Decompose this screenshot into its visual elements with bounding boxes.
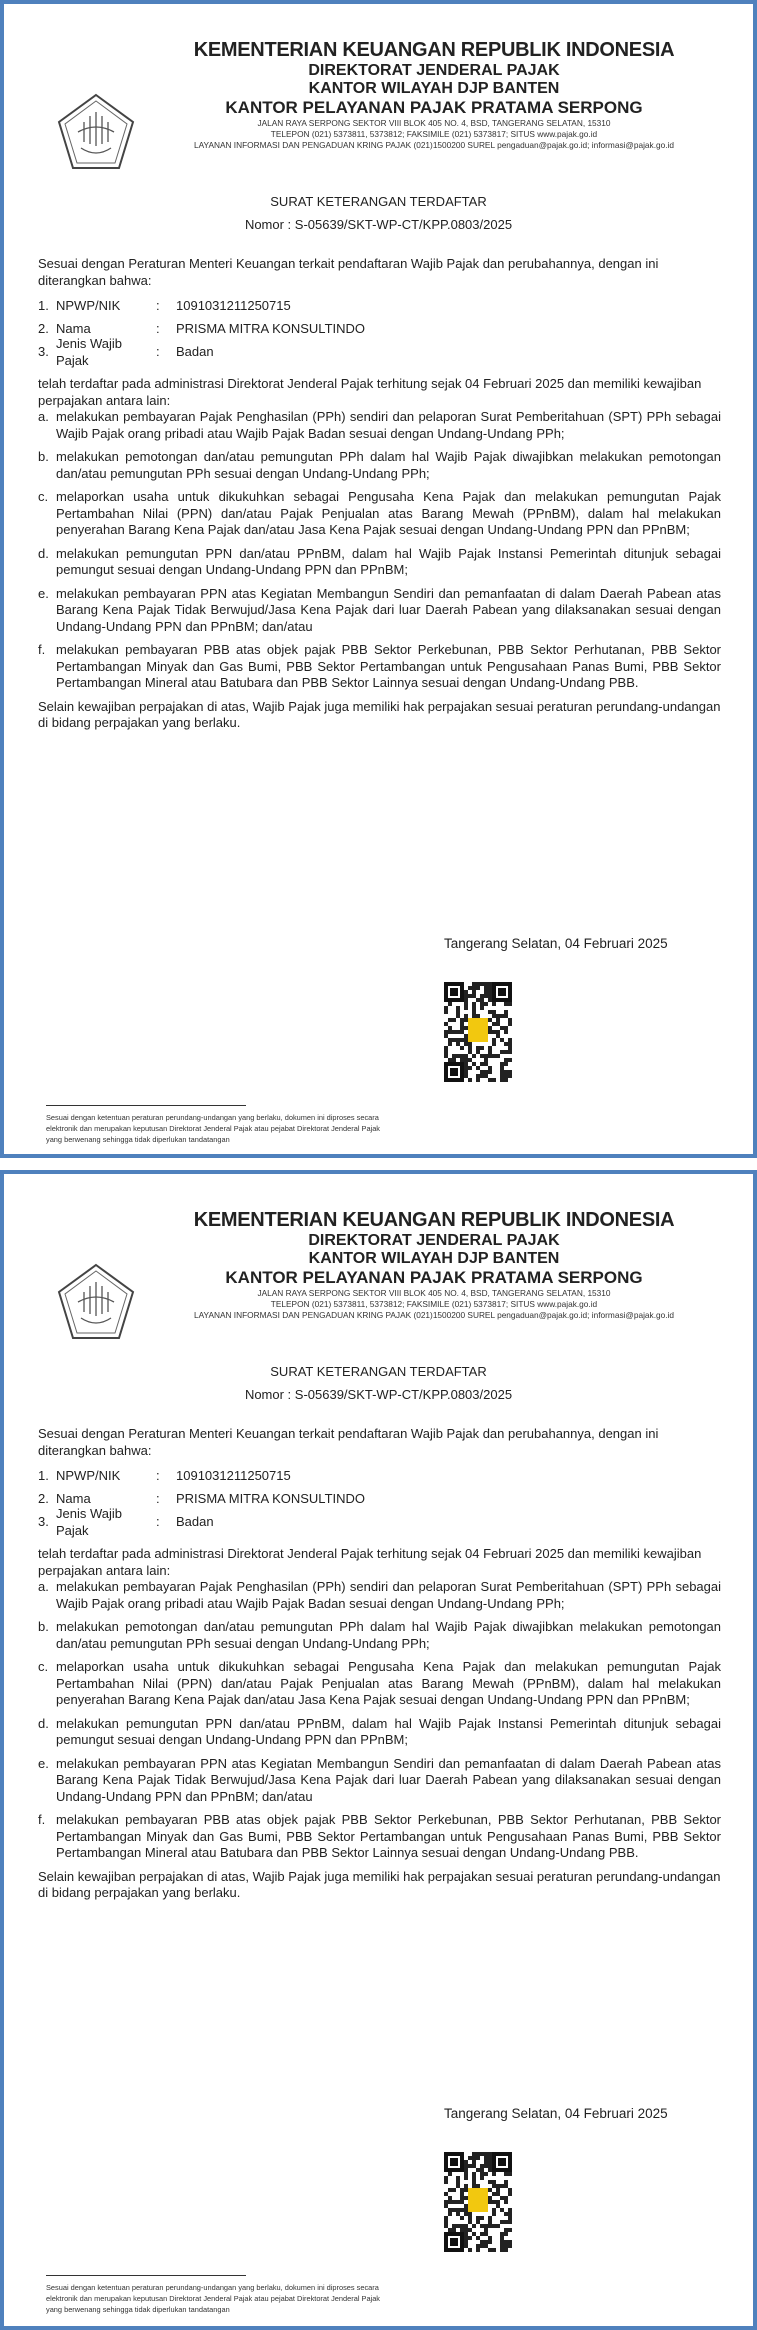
item-marker: c. — [38, 489, 49, 504]
item-text: melaporkan usaha untuk dikukuhkan sebagai Pengusaha Kena Pajak dan melakukan pemungutan Pajak Pertambahan Nilai (PPN) dan/atau Pajak Penjualan atas Barang Mewah (PPnBM), dalam hal melakukan penyerahan Barang Kena Pajak dan/atau Jasa Kena Pajak sesuai dengan Undang-Undang PPN dan PPnBM; — [56, 489, 721, 537]
obligation-item — [38, 1659, 721, 1709]
footnote: Sesuai dengan ketentuan peraturan perundang-undangan yang berlaku, dokumen ini diproses secara elektronik dan merupakan keputusan Direktorat Jenderal Pajak atau pejabat Direktorat Jenderal Pajak yang berwenang sehingga tidak diperlukan tandatangan — [46, 1113, 381, 1144]
letterhead — [144, 38, 724, 151]
item-marker: f. — [38, 1812, 46, 1827]
office-phone: TELEPON (021) 5373811, 5373812; FAKSIMILE (021) 5373817; SITUS www.pajak.go.id — [270, 1299, 598, 1309]
field-value: PRISMA MITRA KONSULTINDO — [176, 1491, 366, 1507]
field-colon: : — [156, 344, 160, 360]
field-label: Nama — [56, 321, 91, 337]
qr-code-icon — [444, 982, 512, 1082]
item-text: melaporkan usaha untuk dikukuhkan sebagai Pengusaha Kena Pajak dan melakukan pemungutan Pajak Pertambahan Nilai (PPN) dan/atau Pajak Penjualan atas Barang Mewah (PPnBM), dalam hal melakukan penyerahan Barang Kena Pajak dan/atau Jasa Kena Pajak sesuai dengan Undang-Undang PPN dan PPnBM; — [56, 1659, 721, 1707]
field-label: NPWP/NIK — [56, 298, 121, 314]
document-page — [0, 0, 757, 1158]
field-row — [38, 336, 721, 368]
item-marker: b. — [38, 449, 49, 464]
ministry-name: KEMENTERIAN KEUANGAN REPUBLIK INDONESIA — [193, 1209, 675, 1231]
item-marker: e. — [38, 585, 49, 601]
item-text: melakukan pembayaran Pajak Penghasilan (PPh) sendiri dan pelaporan Surat Pemberitahuan (SPT) PPh sebagai Wajib Pajak orang pribadi atau Wajib Pajak Badan sesuai dengan Undang-Undang PPh; — [56, 1579, 721, 1611]
letter-number: Nomor : S-05639/SKT-WP-CT/KPP.0803/2025 — [244, 1387, 513, 1402]
obligation-item — [38, 449, 721, 482]
field-label: NPWP/NIK — [56, 1468, 121, 1484]
letter-body — [38, 256, 721, 732]
obligations-list — [38, 1579, 721, 1862]
obligation-item — [38, 489, 721, 539]
item-marker: c. — [38, 1659, 49, 1674]
field-colon: : — [156, 321, 160, 337]
item-text: melakukan pemungutan PPN dan/atau PPnBM, dalam hal Wajib Pajak Instansi Pemerintah ditunjuk sebagai pemungut sesuai dengan Undang-Undang PPN dan PPnBM; — [56, 1715, 721, 1747]
field-no: 2. — [38, 321, 49, 337]
regional-office-name: KANTOR WILAYAH DJP BANTEN — [308, 80, 560, 97]
item-marker: f. — [38, 642, 46, 657]
obligation-item — [38, 1716, 721, 1749]
field-colon: : — [156, 1468, 160, 1484]
document-page — [0, 1170, 757, 2330]
field-row — [38, 1506, 721, 1538]
taxpayer-fields — [38, 1465, 721, 1538]
ministry-logo-icon — [56, 1262, 136, 1342]
registered-text: telah terdaftar pada administrasi Direktorat Jenderal Pajak terhitung sejak 04 Februari 2025 dan memiliki kewajiban perpajakan antara lain: — [38, 1546, 702, 1578]
closing-text: Selain kewajiban perpajakan di atas, Wajib Pajak juga memiliki hak perpajakan sesuai peraturan perundang-undangan di bidang perpajakan yang berlaku. — [38, 1868, 721, 1900]
item-text: melakukan pemungutan PPN dan/atau PPnBM, dalam hal Wajib Pajak Instansi Pemerintah ditunjuk sebagai pemungut sesuai dengan Undang-Undang PPN dan PPnBM; — [56, 545, 721, 577]
letterhead — [144, 1208, 724, 1321]
ministry-logo-icon — [56, 92, 136, 172]
obligations-list — [38, 409, 721, 692]
field-colon: : — [156, 1514, 160, 1530]
field-value: PRISMA MITRA KONSULTINDO — [176, 321, 366, 337]
registered-text: telah terdaftar pada administrasi Direktorat Jenderal Pajak terhitung sejak 04 Februari 2025 dan memiliki kewajiban perpajakan antara lain: — [38, 376, 702, 408]
qr-code-icon — [444, 2152, 512, 2252]
obligation-item — [38, 546, 721, 579]
field-no: 2. — [38, 1491, 49, 1507]
field-label: Jenis Wajib Pajak — [56, 336, 122, 368]
footnote-divider — [46, 1105, 246, 1106]
item-text: melakukan pembayaran PPN atas Kegiatan Membangun Sendiri dan pemanfaatan di dalam Daerah Pabean atas Barang Kena Pajak Tidak Berwujud/Jasa Kena Pajak dari luar Daerah Pabean yang dilaksanakan sesuai dengan Undang-Undang PPN dan PPnBM; dan/atau — [56, 1755, 721, 1804]
item-marker: d. — [38, 545, 49, 561]
field-no: 1. — [38, 298, 49, 314]
field-value: Badan — [176, 344, 214, 360]
office-address: JALAN RAYA SERPONG SEKTOR VIII BLOK 405 NO. 4, BSD, TANGERANG SELATAN, 15310 — [257, 118, 611, 128]
intro-text: Sesuai dengan Peraturan Menteri Keuangan terkait pendaftaran Wajib Pajak dan perubahannya, dengan ini diterangkan bahwa: — [38, 256, 659, 288]
footnote: Sesuai dengan ketentuan peraturan perundang-undangan yang berlaku, dokumen ini diproses secara elektronik dan merupakan keputusan Direktorat Jenderal Pajak atau pejabat Direktorat Jenderal Pajak yang berwenang sehingga tidak diperlukan tandatangan — [46, 2283, 381, 2314]
item-marker: a. — [38, 1579, 49, 1594]
taxpayer-fields — [38, 295, 721, 368]
footnote-divider — [46, 2275, 246, 2276]
field-row — [38, 1465, 721, 1488]
regional-office-name: KANTOR WILAYAH DJP BANTEN — [308, 1250, 560, 1267]
field-label: Nama — [56, 1491, 91, 1507]
item-marker: e. — [38, 1755, 49, 1771]
field-no: 3. — [38, 344, 49, 360]
item-text: melakukan pembayaran PBB atas objek pajak PBB Sektor Perkebunan, PBB Sektor Perhutanan, PBB Sektor Pertambangan Minyak dan Gas Bumi, PBB Sektor Pertambangan untuk Pengusahaan Panas Bumi, PBB Sektor Pertambangan Mineral atau Batubara dan PBB Sektor Lainnya sesuai dengan Undang-Undang PBB. — [56, 1812, 721, 1860]
intro-text: Sesuai dengan Peraturan Menteri Keuangan terkait pendaftaran Wajib Pajak dan perubahannya, dengan ini diterangkan bahwa: — [38, 1426, 659, 1458]
obligation-item — [38, 642, 721, 692]
item-text: melakukan pemotongan dan/atau pemungutan PPh dalam hal Wajib Pajak diwajibkan melakukan pemotongan dan/atau pemungutan PPh sesuai dengan Undang-Undang PPh; — [56, 1619, 721, 1651]
item-marker: d. — [38, 1715, 49, 1731]
obligation-item — [38, 1619, 721, 1652]
place-date: Tangerang Selatan, 04 Februari 2025 — [444, 2106, 668, 2121]
place-date: Tangerang Selatan, 04 Februari 2025 — [444, 936, 668, 951]
office-name: KANTOR PELAYANAN PAJAK PRATAMA SERPONG — [225, 1268, 643, 1287]
letter-heading — [4, 190, 753, 236]
obligation-item — [38, 586, 721, 636]
field-value: Badan — [176, 1514, 214, 1530]
directorate-name: DIREKTORAT JENDERAL PAJAK — [308, 1232, 560, 1249]
field-value: 1091031211250715 — [176, 1468, 291, 1484]
obligation-item — [38, 1812, 721, 1862]
office-service: LAYANAN INFORMASI DAN PENGADUAN KRING PAJAK (021)1500200 SUREL pengaduan@pajak.go.id; informasi@pajak.go.id — [194, 1310, 674, 1320]
letter-title: SURAT KETERANGAN TERDAFTAR — [270, 194, 487, 209]
office-service: LAYANAN INFORMASI DAN PENGADUAN KRING PAJAK (021)1500200 SUREL pengaduan@pajak.go.id; informasi@pajak.go.id — [194, 140, 674, 150]
closing-text: Selain kewajiban perpajakan di atas, Wajib Pajak juga memiliki hak perpajakan sesuai peraturan perundang-undangan di bidang perpajakan yang berlaku. — [38, 698, 721, 730]
field-colon: : — [156, 298, 160, 314]
letter-title: SURAT KETERANGAN TERDAFTAR — [270, 1364, 487, 1379]
item-marker: b. — [38, 1619, 49, 1634]
item-marker: a. — [38, 409, 49, 424]
obligation-item — [38, 409, 721, 442]
office-phone: TELEPON (021) 5373811, 5373812; FAKSIMILE (021) 5373817; SITUS www.pajak.go.id — [270, 129, 598, 139]
field-row — [38, 295, 721, 318]
field-colon: : — [156, 1491, 160, 1507]
field-no: 1. — [38, 1468, 49, 1484]
obligation-item — [38, 1756, 721, 1806]
field-value: 1091031211250715 — [176, 298, 291, 314]
obligation-item — [38, 1579, 721, 1612]
office-address: JALAN RAYA SERPONG SEKTOR VIII BLOK 405 NO. 4, BSD, TANGERANG SELATAN, 15310 — [257, 1288, 611, 1298]
letter-number: Nomor : S-05639/SKT-WP-CT/KPP.0803/2025 — [244, 217, 513, 232]
item-text: melakukan pembayaran PPN atas Kegiatan Membangun Sendiri dan pemanfaatan di dalam Daerah Pabean atas Barang Kena Pajak Tidak Berwujud/Jasa Kena Pajak dari luar Daerah Pabean yang dilaksanakan sesuai dengan Undang-Undang PPN dan PPnBM; dan/atau — [56, 585, 721, 634]
field-label: Jenis Wajib Pajak — [56, 1506, 122, 1538]
office-name: KANTOR PELAYANAN PAJAK PRATAMA SERPONG — [225, 98, 643, 117]
item-text: melakukan pemotongan dan/atau pemungutan PPh dalam hal Wajib Pajak diwajibkan melakukan pemotongan dan/atau pemungutan PPh sesuai dengan Undang-Undang PPh; — [56, 449, 721, 481]
field-no: 3. — [38, 1514, 49, 1530]
letter-body — [38, 1426, 721, 1902]
item-text: melakukan pembayaran PBB atas objek pajak PBB Sektor Perkebunan, PBB Sektor Perhutanan, PBB Sektor Pertambangan Minyak dan Gas Bumi, PBB Sektor Pertambangan untuk Pengusahaan Panas Bumi, PBB Sektor Pertambangan Mineral atau Batubara dan PBB Sektor Lainnya sesuai dengan Undang-Undang PBB. — [56, 642, 721, 690]
directorate-name: DIREKTORAT JENDERAL PAJAK — [308, 62, 560, 79]
item-text: melakukan pembayaran Pajak Penghasilan (PPh) sendiri dan pelaporan Surat Pemberitahuan (SPT) PPh sebagai Wajib Pajak orang pribadi atau Wajib Pajak Badan sesuai dengan Undang-Undang PPh; — [56, 409, 721, 441]
ministry-name: KEMENTERIAN KEUANGAN REPUBLIK INDONESIA — [193, 39, 675, 61]
letter-heading — [4, 1360, 753, 1406]
